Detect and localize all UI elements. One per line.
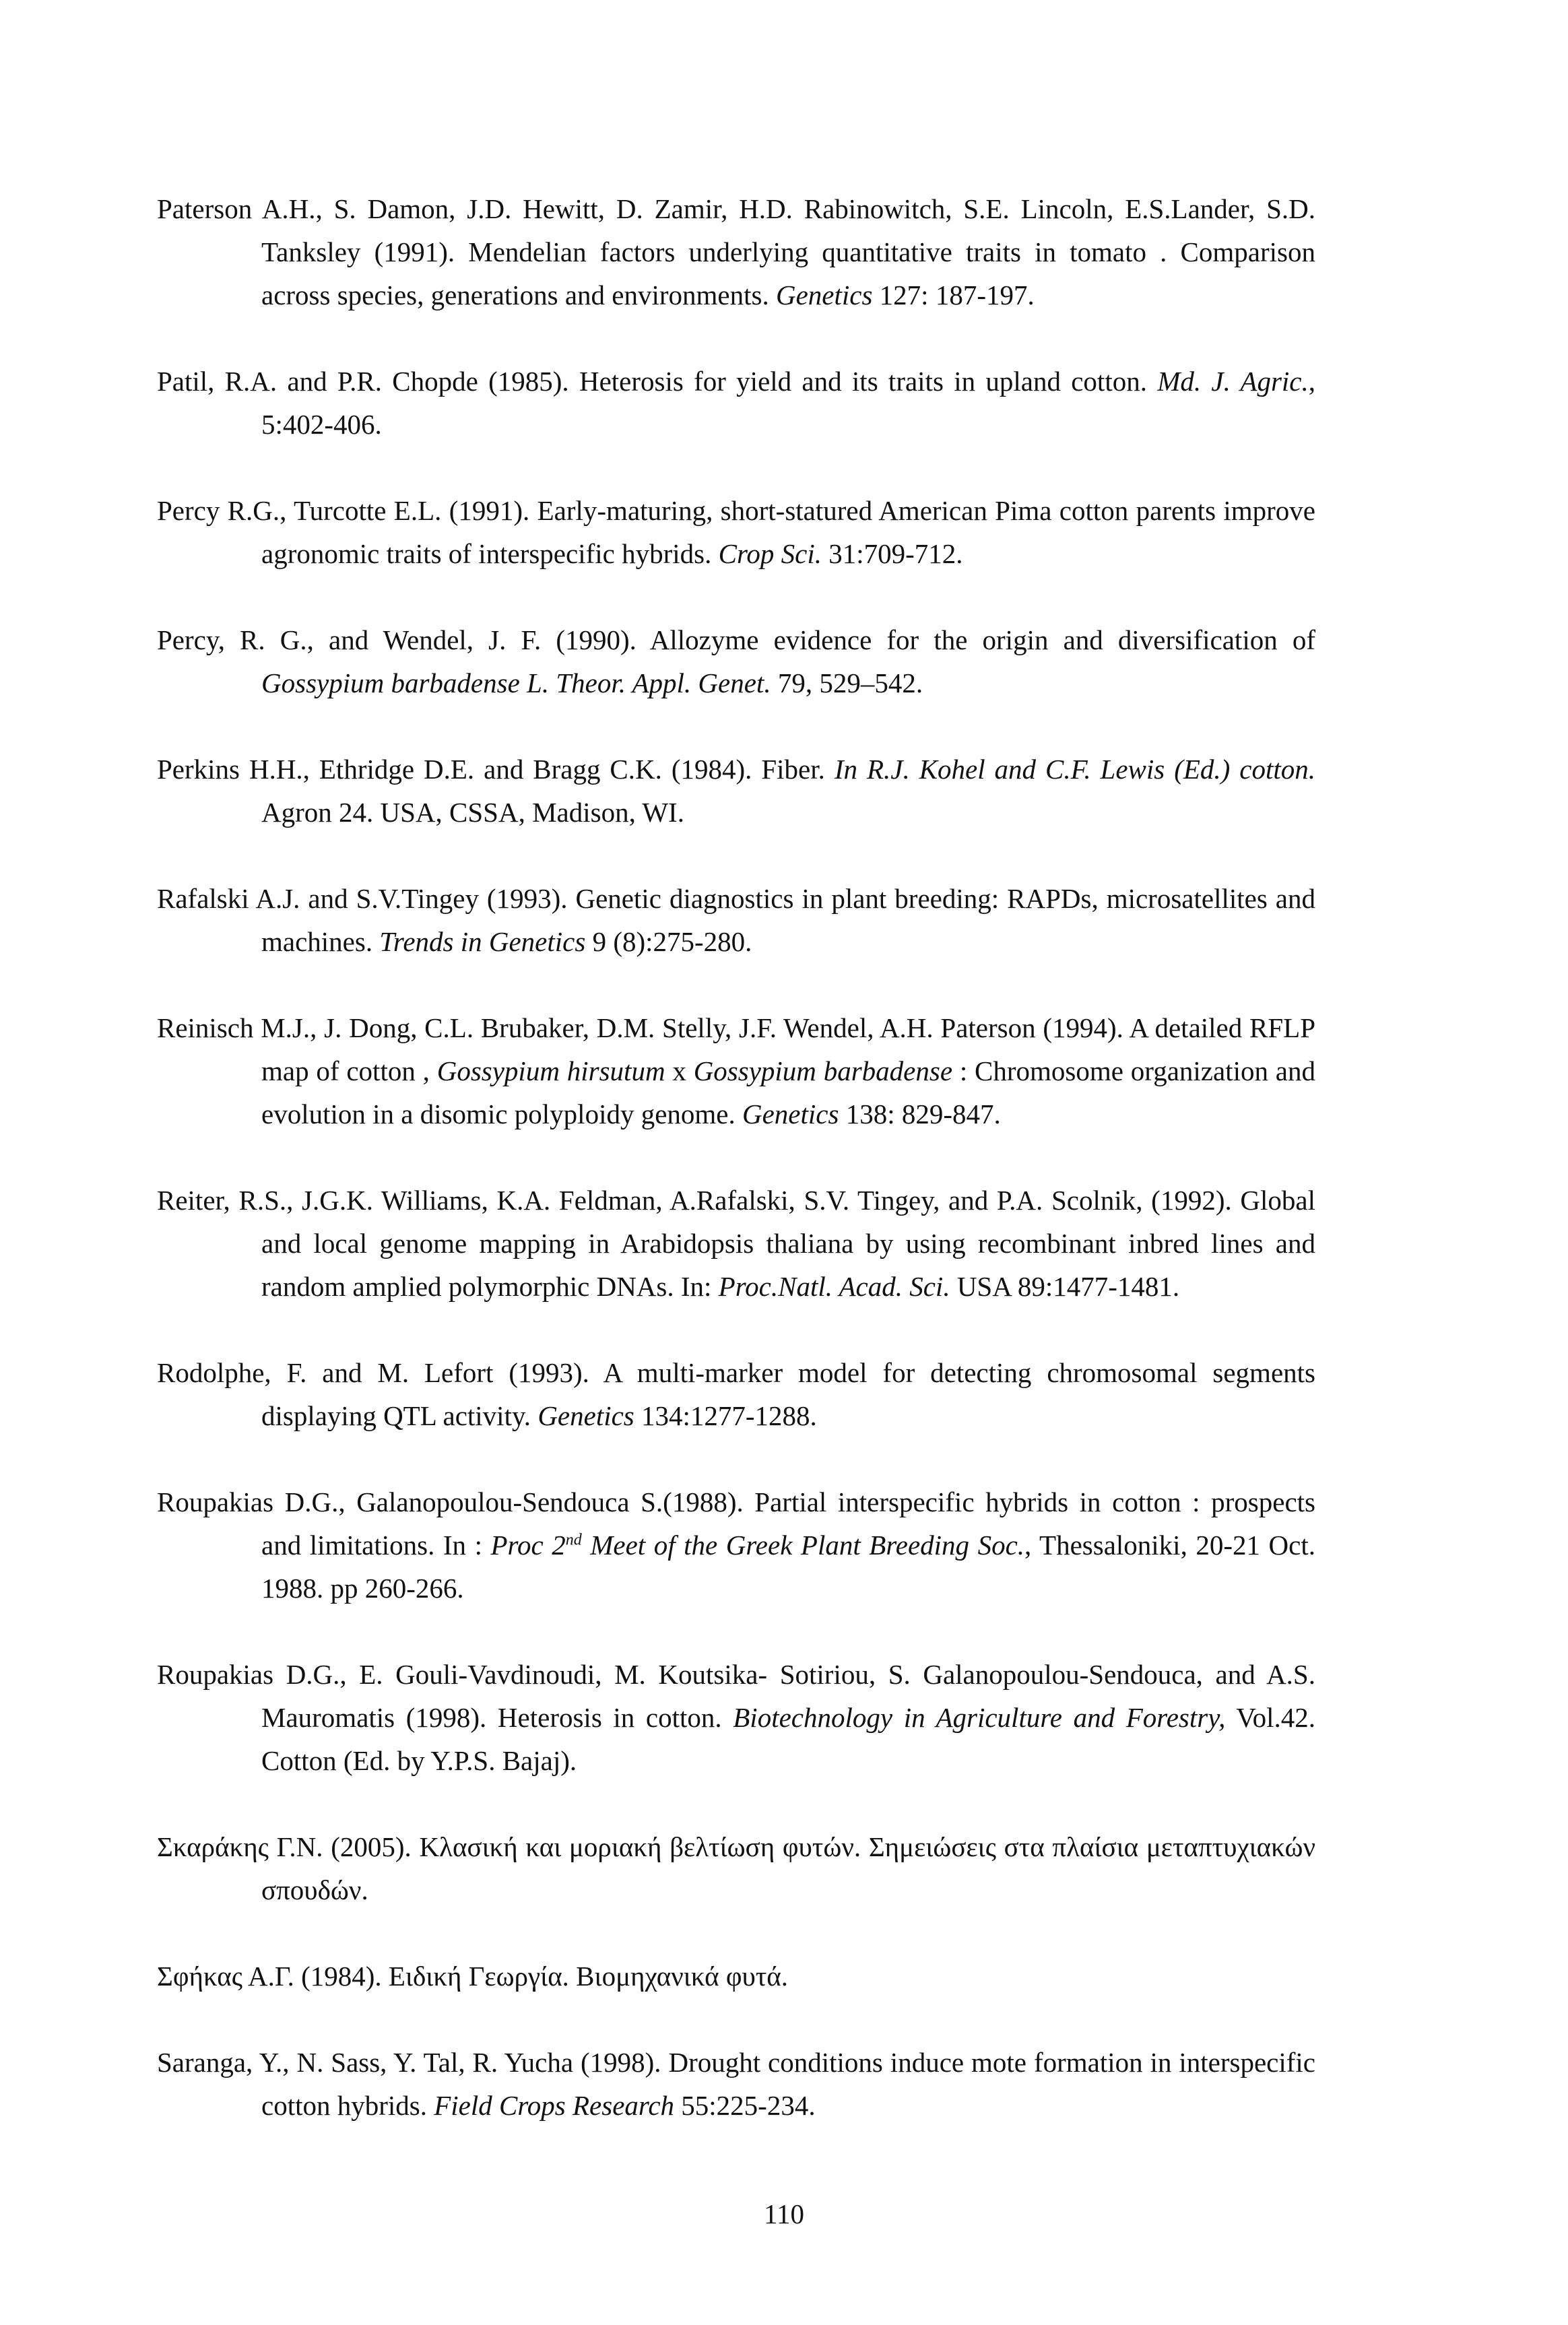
reference-italic-text: Genetics: [742, 1099, 839, 1129]
reference-text: Percy R.G., Turcotte E.L. (1991). Early-maturing, short-statured American Pima cotton parents improve agronomic traits of interspecific hybrids.: [157, 495, 1315, 569]
reference-text: Patil, R.A. and P.R. Chopde (1985). Heterosis for yield and its traits in upland cotton.: [157, 366, 1158, 397]
reference-text: Agron 24. USA, CSSA, Madison, WI.: [261, 797, 684, 828]
reference-italic-text: Md. J. Agric.: [1157, 366, 1309, 397]
reference-entry: [157, 877, 1315, 963]
reference-italic-text: Gossypium barbadense: [693, 1055, 953, 1086]
reference-italic-text: Gossypium barbadense L. Theor. Appl. Genet.: [261, 667, 771, 698]
reference-italic-text: nd: [565, 1531, 582, 1549]
reference-list: [157, 187, 1315, 2170]
reference-entry: [157, 1653, 1315, 1782]
reference-text: Reiter, R.S., J.G.K. Williams, K.A. Feldman, A.Rafalski, S.V. Tingey, and P.A. Scolnik, (1992). Global and local genome mapping in Arabidopsis thaliana by using recombinant inbred lines and random amplied polymorphic DNAs. In:: [157, 1185, 1315, 1302]
reference-text: Saranga, Y., N. Sass, Y. Tal, R. Yucha (1998). Drought conditions induce mote formation in interspecific cotton hybrids.: [157, 2047, 1315, 2121]
reference-text: Paterson A.H., S. Damon, J.D. Hewitt, D. Zamir, H.D. Rabinowitch, S.E. Lincoln, E.S.Lander, S.D. Tanksley (1991). Mendelian factors underlying quantitative traits in tomato . Comparison across species, generations and environments.: [157, 193, 1315, 310]
reference-text: 79, 529–542.: [771, 667, 923, 698]
reference-text: Percy, R. G., and Wendel, J. F. (1990). Allozyme evidence for the origin and diversification of: [157, 624, 1315, 655]
reference-entry: [157, 1351, 1315, 1437]
reference-text: 31:709-712.: [821, 538, 963, 569]
reference-italic-text: Proc 2: [490, 1530, 566, 1561]
reference-entry: [157, 489, 1315, 575]
reference-text: 9 (8):275-280.: [585, 926, 752, 957]
reference-italic-text: In R.J. Kohel and C.F. Lewis (Ed.) cotton.: [834, 754, 1315, 785]
reference-text: 55:225-234.: [674, 2090, 816, 2121]
reference-italic-text: Field Crops Research: [434, 2090, 675, 2121]
reference-entry: [157, 1480, 1315, 1610]
reference-text: 138: 829-847.: [839, 1099, 1001, 1129]
reference-entry: [157, 618, 1315, 705]
reference-text: Σκαράκης Γ.Ν. (2005). Κλασική και μοριακή βελτίωση φυτών. Σημειώσεις στα πλαίσια μεταπτυχιακών σπουδών.: [157, 1831, 1315, 1905]
reference-text: USA 89:1477-1481.: [950, 1271, 1180, 1302]
reference-italic-text: Gossypium hirsutum: [436, 1055, 665, 1086]
reference-text: x: [665, 1055, 694, 1086]
reference-text: Rodolphe, F. and M. Lefort (1993). A multi-marker model for detecting chromosomal segments displaying QTL activity.: [157, 1357, 1315, 1431]
reference-entry: [157, 2041, 1315, 2127]
reference-entry: [157, 1006, 1315, 1136]
reference-text: Rafalski A.J. and S.V.Tingey (1993). Genetic diagnostics in plant breeding: RAPDs, microsatellites and machines.: [157, 883, 1315, 957]
reference-text: 134:1277-1288.: [634, 1400, 817, 1431]
reference-entry: [157, 1825, 1315, 1911]
reference-italic-text: Genetics: [775, 280, 873, 310]
reference-text: 127: 187-197.: [872, 280, 1035, 310]
reference-text: , 5:402-406.: [261, 366, 1316, 440]
reference-text: Vol.42. Cotton (Ed. by Y.P.S. Bajaj).: [261, 1702, 1315, 1776]
reference-italic-text: Genetics: [537, 1400, 634, 1431]
reference-text: Roupakias D.G., E. Gouli-Vavdinoudi, M. Koutsika- Sotiriou, S. Galanopoulou-Sendouca, and A.S. Mauromatis (1998). Heterosis in cotton.: [157, 1659, 1315, 1733]
reference-text: Reinisch M.J., J. Dong, C.L. Brubaker, D.M. Stelly, J.F. Wendel, A.H. Paterson (1994). A detailed RFLP map of cotton ,: [157, 1012, 1315, 1086]
reference-text: , Thessaloniki, 20-21 Oct. 1988. pp 260-266.: [261, 1530, 1315, 1604]
reference-entry: [157, 1179, 1315, 1308]
reference-text: Perkins H.H., Ethridge D.E. and Bragg C.K. (1984). Fiber.: [157, 754, 835, 785]
reference-entry: [157, 360, 1315, 446]
reference-italic-text: Proc.Natl. Acad. Sci.: [718, 1271, 950, 1302]
reference-italic-text: Biotechnology in Agriculture and Forestry,: [733, 1702, 1226, 1733]
page-number: 110: [764, 2198, 804, 2229]
reference-entry: [157, 187, 1315, 317]
reference-italic-text: Trends in Genetics: [379, 926, 586, 957]
reference-italic-text: Meet of the Greek Plant Breeding Soc.: [581, 1530, 1025, 1561]
reference-entry: [157, 1955, 1315, 1998]
reference-entry: [157, 748, 1315, 834]
reference-italic-text: Crop Sci.: [718, 538, 822, 569]
reference-text: Σφήκας Α.Γ. (1984). Ειδική Γεωργία. Βιομηχανικά φυτά.: [157, 1961, 789, 1992]
reference-text: : Chromosome organization and evolution in a disomic polyploidy genome.: [261, 1055, 1315, 1129]
reference-text: Roupakias D.G., Galanopoulou-Sendouca S.(1988). Partial interspecific hybrids in cotton : prospects and limitations. In :: [157, 1486, 1315, 1561]
